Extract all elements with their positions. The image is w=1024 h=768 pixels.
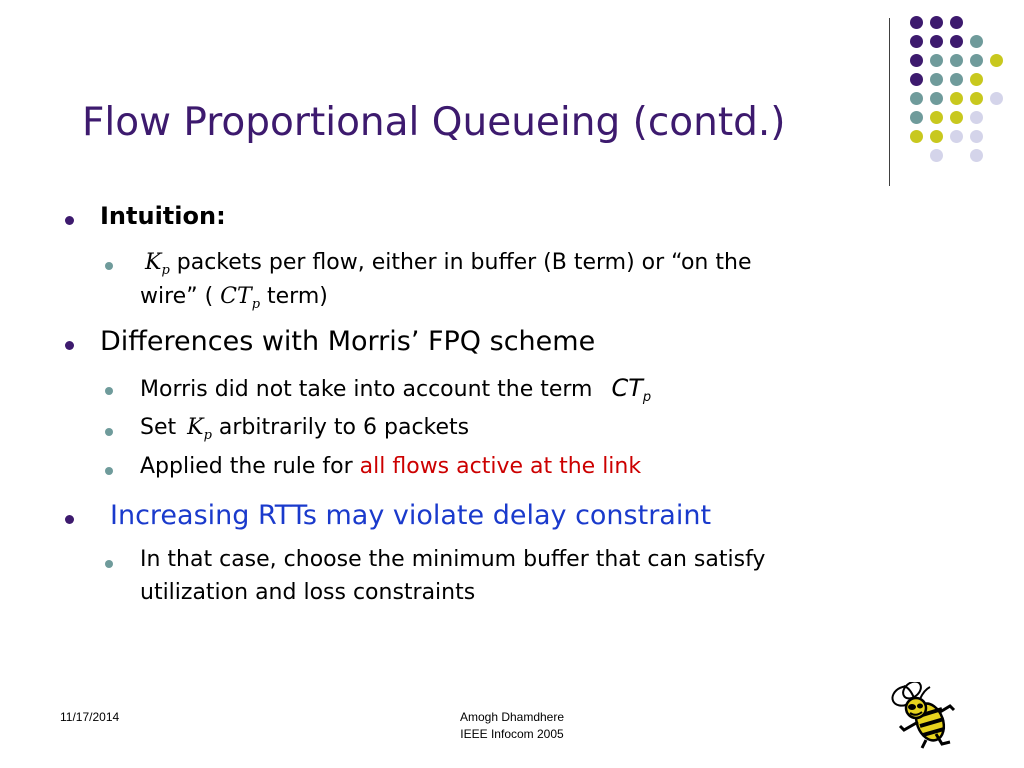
bullet-intuition	[100, 202, 226, 230]
dot	[910, 73, 923, 86]
slide-title: Flow Proportional Queueing (contd.)	[82, 100, 786, 145]
dot	[910, 130, 923, 143]
sub-bullet-applied-rule: Applied the rule for all flows active at the link	[140, 454, 642, 479]
dot	[950, 54, 963, 67]
dot	[910, 35, 923, 48]
dot	[950, 16, 963, 29]
footer-venue: IEEE Infocom 2005	[460, 727, 564, 741]
bullet-dot	[65, 216, 74, 225]
dot	[970, 73, 983, 86]
sub-bullet-min-buffer-line2: utilization and loss constraints	[140, 580, 476, 605]
bullet-increasing-rtts: Increasing RTTs may violate delay constraint	[110, 500, 712, 531]
sub-bullet-dot	[105, 428, 113, 436]
footer-author: Amogh Dhamdhere	[459, 710, 565, 724]
dot	[930, 111, 943, 124]
dot	[990, 54, 1003, 67]
title-divider-line	[889, 18, 890, 186]
dot	[970, 54, 983, 67]
sub-bullet-dot	[105, 467, 113, 475]
dot	[950, 111, 963, 124]
dot	[970, 130, 983, 143]
dot	[970, 149, 983, 162]
kp-variable: $K_p$	[187, 415, 212, 443]
sub-bullet-dot	[105, 387, 113, 395]
dot	[910, 54, 923, 67]
sub-bullet-set-kp: Set $K_p$ arbitrarily to 6 packets	[140, 415, 470, 443]
dot	[950, 130, 963, 143]
bullet-differences: Differences with Morris’ FPQ scheme	[100, 326, 596, 357]
dot	[930, 130, 943, 143]
sub-bullet-kp-packets: $K_p$ packets per flow, either in buffer (B term) or “on the	[145, 250, 752, 278]
dot	[950, 35, 963, 48]
dot	[930, 35, 943, 48]
bullet-dot	[65, 341, 74, 350]
footer-date: 11/17/2014	[60, 710, 120, 724]
dot	[930, 16, 943, 29]
dot	[930, 92, 943, 105]
sub-bullet-dot	[105, 262, 113, 270]
footer-author-venue	[432, 709, 592, 743]
dot	[970, 111, 983, 124]
dot	[930, 149, 943, 162]
sub-bullet-morris-term: Morris did not take into account the term $CT_p$	[140, 374, 652, 405]
dot	[950, 73, 963, 86]
dot	[930, 73, 943, 86]
sub-bullet-kp-packets-line2: wire” ( $CT_p$ term)	[140, 284, 328, 312]
bullet-dot	[65, 515, 74, 524]
dot	[910, 111, 923, 124]
dot	[910, 92, 923, 105]
bullet-intuition-label: Intuition:	[100, 202, 226, 230]
sub-bullet-min-buffer: In that case, choose the minimum buffer that can satisfy	[140, 547, 766, 572]
dot	[970, 92, 983, 105]
kp-variable: $K_p$	[145, 250, 170, 278]
sub-bullet-dot	[105, 560, 113, 568]
ctp-variable: $CT_p$	[611, 374, 652, 405]
dot	[990, 92, 1003, 105]
dot	[910, 16, 923, 29]
yellow-jacket-bee-logo	[890, 682, 956, 750]
dot	[970, 35, 983, 48]
dot	[930, 54, 943, 67]
highlight-all-flows: all flows active at the link	[359, 454, 642, 479]
dot	[950, 92, 963, 105]
ctp-variable: $CT_p$	[220, 284, 261, 312]
